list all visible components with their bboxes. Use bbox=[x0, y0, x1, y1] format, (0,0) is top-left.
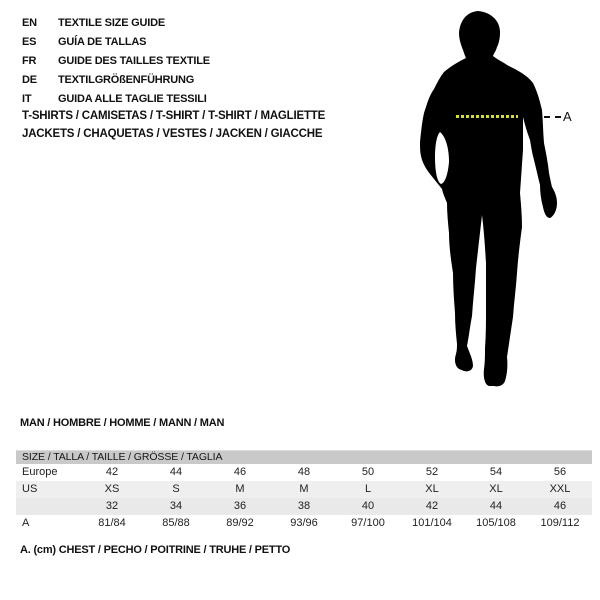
language-code: ES bbox=[22, 35, 37, 48]
size-cell: 34 bbox=[169, 500, 183, 512]
size-cell: 54 bbox=[489, 466, 503, 478]
language-code: DE bbox=[22, 73, 37, 86]
language-title: GUIDA ALLE TAGLIE TESSILI bbox=[58, 92, 207, 105]
gender-label: MAN / HOMBRE / HOMME / MANN / MAN bbox=[20, 417, 225, 429]
size-table-row bbox=[16, 481, 592, 498]
size-cell: 32 bbox=[105, 500, 119, 512]
size-cell: XS bbox=[104, 483, 120, 495]
size-cell: 105/108 bbox=[476, 517, 516, 529]
category-jackets: JACKETS / CHAQUETAS / VESTES / JACKEN / GIACCHE bbox=[22, 128, 323, 140]
chest-measure-line bbox=[456, 115, 518, 118]
garment-categories bbox=[22, 107, 325, 143]
language-title: GUIDE DES TAILLES TEXTILE bbox=[58, 54, 210, 67]
language-code: EN bbox=[22, 16, 37, 29]
language-row bbox=[22, 51, 210, 70]
size-cell: 89/92 bbox=[226, 517, 254, 529]
size-table-body bbox=[16, 464, 592, 532]
size-cell: 46 bbox=[553, 500, 567, 512]
language-row bbox=[22, 32, 210, 51]
size-cell: 38 bbox=[297, 500, 311, 512]
size-cell: M bbox=[235, 483, 245, 495]
size-cell: 109/112 bbox=[540, 517, 580, 529]
language-code: IT bbox=[22, 92, 32, 105]
size-cell: 81/84 bbox=[98, 517, 126, 529]
row-label: US bbox=[22, 483, 38, 495]
size-cell: 46 bbox=[233, 466, 247, 478]
size-cell: S bbox=[172, 483, 180, 495]
size-cell: 44 bbox=[489, 500, 503, 512]
category-tshirts: T-SHIRTS / CAMISETAS / T-SHIRT / T-SHIRT / MAGLIETTE bbox=[22, 110, 326, 122]
size-table bbox=[16, 450, 592, 532]
language-row bbox=[22, 70, 210, 89]
man-silhouette bbox=[410, 8, 558, 394]
size-cell: 40 bbox=[361, 500, 375, 512]
row-label bbox=[16, 498, 80, 515]
size-table-header: SIZE / TALLA / TAILLE / GRÖSSE / TAGLIA bbox=[16, 451, 592, 464]
callout-dash-line bbox=[544, 116, 561, 118]
language-title: TEXTILE SIZE GUIDE bbox=[58, 16, 166, 29]
size-cell: XL bbox=[489, 483, 503, 495]
size-cell: XL bbox=[425, 483, 439, 495]
language-row bbox=[22, 89, 210, 108]
size-cell: 56 bbox=[553, 466, 567, 478]
size-cell: 52 bbox=[425, 466, 439, 478]
size-table-row bbox=[16, 515, 592, 532]
size-cell: 101/104 bbox=[412, 517, 452, 529]
measure-label-a: A bbox=[563, 109, 572, 124]
language-row bbox=[22, 13, 210, 32]
row-label: A bbox=[22, 517, 30, 529]
size-cell: 50 bbox=[361, 466, 375, 478]
size-cell: 85/88 bbox=[162, 517, 190, 529]
size-table-row bbox=[16, 498, 592, 515]
language-title: TEXTILGRÖßENFÜHRUNG bbox=[58, 73, 195, 86]
size-cell: M bbox=[299, 483, 309, 495]
language-list bbox=[22, 13, 210, 108]
size-cell: L bbox=[364, 483, 372, 495]
size-cell: 97/100 bbox=[351, 517, 385, 529]
size-cell: 48 bbox=[297, 466, 311, 478]
man-silhouette-graphic bbox=[410, 8, 558, 394]
size-table-row bbox=[16, 464, 592, 481]
language-title: GUÍA DE TALLAS bbox=[58, 35, 147, 48]
size-cell: 42 bbox=[105, 466, 119, 478]
language-code: FR bbox=[22, 54, 37, 67]
size-cell: 42 bbox=[425, 500, 439, 512]
row-label: Europe bbox=[22, 466, 58, 478]
measurement-footnote: A. (cm) CHEST / PECHO / POITRINE / TRUHE / PETTO bbox=[20, 544, 291, 556]
size-cell: 44 bbox=[169, 466, 183, 478]
size-cell: 93/96 bbox=[290, 517, 318, 529]
size-cell: 36 bbox=[233, 500, 247, 512]
size-cell: XXL bbox=[549, 483, 571, 495]
